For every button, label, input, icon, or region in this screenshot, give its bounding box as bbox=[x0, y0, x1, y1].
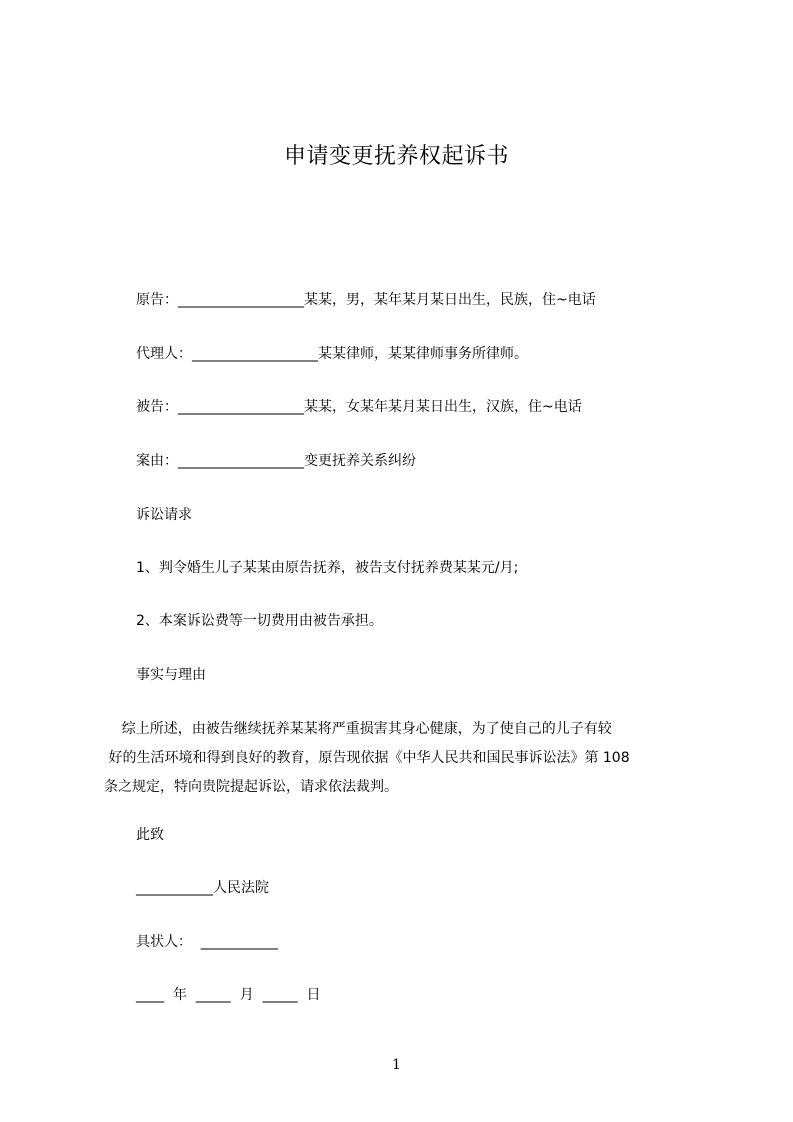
salutation: 此致 bbox=[136, 827, 164, 843]
plaintiff-line: 原告：__________________某某，男，某年某月某日出生，民族，住~电话 bbox=[136, 292, 596, 308]
court-line: ___________人民法院 bbox=[136, 880, 269, 896]
page-number: 1 bbox=[392, 1057, 401, 1073]
document-title: 申请变更抚养权起诉书 bbox=[283, 144, 509, 169]
claims-heading: 诉讼请求 bbox=[136, 507, 192, 523]
claim-item-1: 1、判令婚生儿子某某由原告抚养，被告支付抚养费某某元/月; bbox=[136, 560, 519, 576]
claim-item-2: 2、本案诉讼费等一切费用由被告承担。 bbox=[136, 613, 383, 629]
agent-line: 代理人：__________________某某律师，某某律师事务所律师。 bbox=[136, 346, 528, 362]
signer-line: 具状人： ___________ bbox=[136, 934, 278, 950]
date-line: ____ 年 _____ 月 _____ 日 bbox=[136, 987, 321, 1003]
facts-paragraph bbox=[104, 715, 704, 802]
cause-line: 案由：__________________变更抚养关系纠纷 bbox=[136, 453, 416, 469]
facts-line: 综上所述，由被告继续抚养某某将严重损害其身心健康，为了使自己的儿子有较 bbox=[104, 721, 612, 737]
facts-line: 好的生活环境和得到良好的教育，原告现依据《中华人民共和国民事诉讼法》第 108 bbox=[104, 750, 630, 766]
facts-heading: 事实与理由 bbox=[136, 667, 206, 683]
defendant-line: 被告：__________________某某，女某年某月某日出生，汉族，住~电话 bbox=[136, 399, 582, 415]
facts-line: 条之规定，特向贵院提起诉讼，请求依法裁判。 bbox=[104, 779, 398, 795]
